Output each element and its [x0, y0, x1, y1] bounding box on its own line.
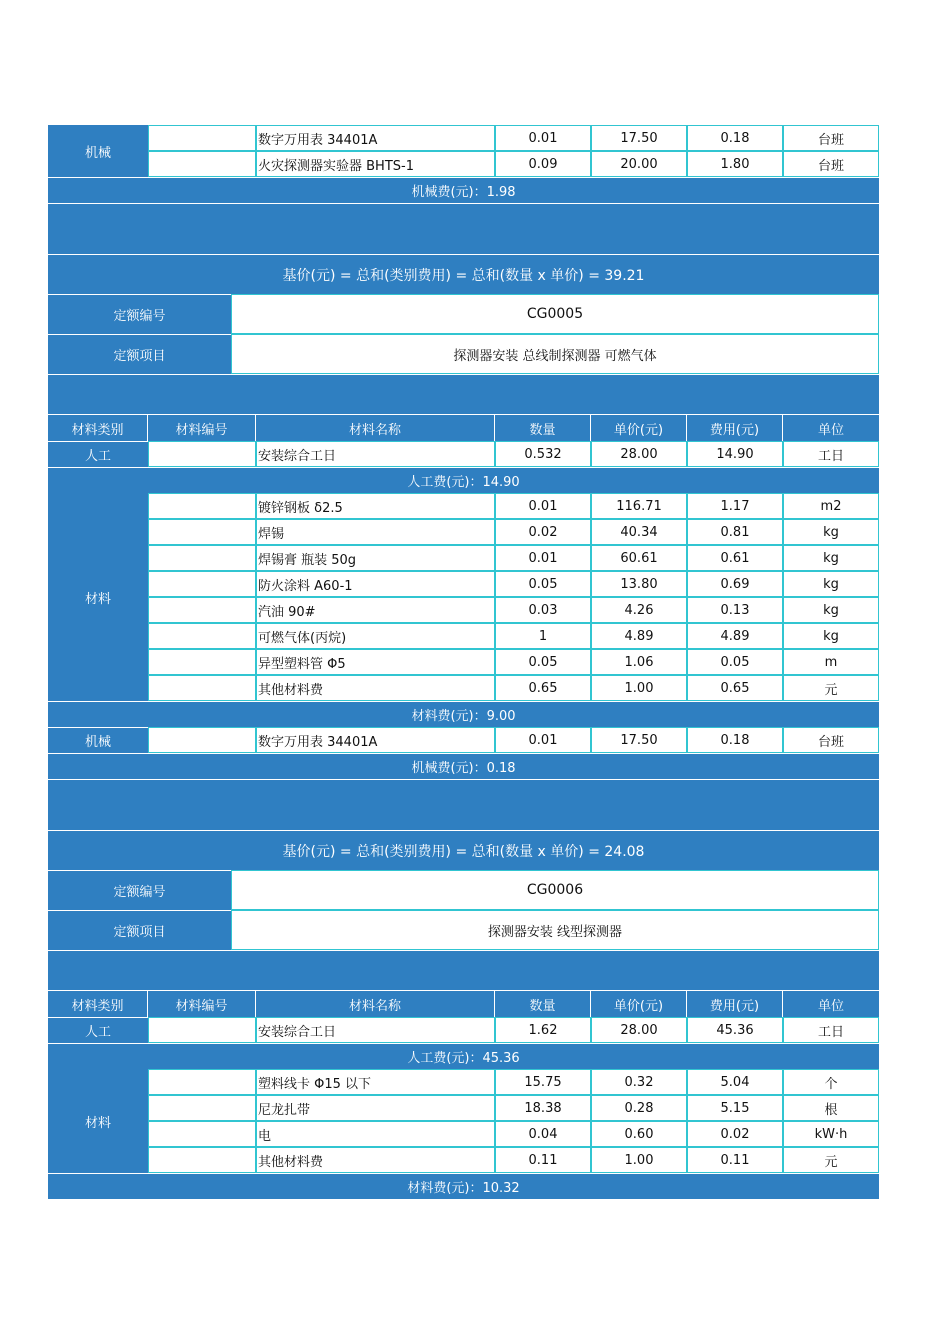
cell-unit: 工日	[783, 441, 879, 467]
table-row	[148, 675, 879, 701]
labor-subtotal: 人工费(元)：45.36	[48, 1043, 879, 1069]
cell-code	[148, 151, 256, 177]
cell-qty: 0.02	[495, 519, 591, 545]
material-rows	[148, 1069, 879, 1173]
cell-cost: 0.02	[687, 1121, 783, 1147]
cell-price: 4.89	[591, 623, 687, 649]
machine-row	[48, 727, 879, 753]
cell-code	[148, 649, 256, 675]
column-header: 费用(元)	[687, 415, 783, 441]
cell-price: 17.50	[591, 727, 687, 753]
cell-cost: 14.90	[687, 441, 783, 467]
column-header: 单价(元)	[591, 991, 687, 1017]
cell-unit: kg	[783, 545, 879, 571]
cell-price: 60.61	[591, 545, 687, 571]
cell-qty: 1	[495, 623, 591, 649]
quota-item-row	[48, 334, 879, 374]
cell-price: 40.34	[591, 519, 687, 545]
column-header: 单位	[783, 991, 879, 1017]
cell-name: 火灾探测器实验器 BHTS-1	[256, 151, 495, 177]
material-group	[48, 493, 879, 701]
table-row	[148, 1147, 879, 1173]
cell-price: 116.71	[591, 493, 687, 519]
cell-unit: m2	[783, 493, 879, 519]
machine-rows	[148, 125, 879, 177]
table-row	[148, 545, 879, 571]
cell-unit: 元	[783, 675, 879, 701]
cell-qty: 0.04	[495, 1121, 591, 1147]
cell-name: 异型塑料管 Φ5	[256, 649, 495, 675]
cell-code	[148, 441, 256, 467]
material-subtotal: 材料费(元)：10.32	[48, 1173, 879, 1199]
cell-unit: kg	[783, 597, 879, 623]
cell-cost: 45.36	[687, 1017, 783, 1043]
block-spacer	[48, 950, 879, 990]
cell-price: 0.60	[591, 1121, 687, 1147]
cell-code	[148, 727, 256, 753]
block-spacer	[48, 779, 879, 830]
cell-cost: 0.81	[687, 519, 783, 545]
cell-qty: 0.532	[495, 441, 591, 467]
cell-price: 28.00	[591, 441, 687, 467]
cell-code	[148, 1095, 256, 1121]
table-row	[148, 519, 879, 545]
table-row	[148, 1121, 879, 1147]
cell-name: 数字万用表 34401A	[256, 727, 495, 753]
cell-code	[148, 571, 256, 597]
table-row	[148, 649, 879, 675]
cell-cost: 0.18	[687, 727, 783, 753]
category-cell: 机械	[48, 727, 148, 753]
cell-cost: 0.65	[687, 675, 783, 701]
cell-unit: 台班	[783, 151, 879, 177]
table-row	[148, 597, 879, 623]
cell-name: 防火涂料 A60-1	[256, 571, 495, 597]
cell-unit: kg	[783, 623, 879, 649]
quota-number-value: CG0005	[231, 294, 879, 334]
column-header: 材料编号	[148, 415, 256, 441]
cell-code	[148, 1017, 256, 1043]
cell-unit: 台班	[783, 125, 879, 151]
quota-number-value: CG0006	[231, 870, 879, 910]
quota-item-value: 探测器安装 线型探测器	[231, 910, 879, 950]
cell-unit: kW·h	[783, 1121, 879, 1147]
quota-item-label: 定额项目	[48, 910, 231, 950]
table-row	[148, 1095, 879, 1121]
cell-price: 1.00	[591, 1147, 687, 1173]
quota-number-label: 定额编号	[48, 870, 231, 910]
cell-price: 1.06	[591, 649, 687, 675]
table-row	[148, 151, 879, 177]
cell-code	[148, 597, 256, 623]
cell-code	[148, 1069, 256, 1095]
cell-name: 安装综合工日	[256, 441, 495, 467]
cell-name: 电	[256, 1121, 495, 1147]
cell-qty: 15.75	[495, 1069, 591, 1095]
cell-unit: 元	[783, 1147, 879, 1173]
category-cell: 人工	[48, 441, 148, 467]
table-header	[48, 414, 879, 441]
cell-qty: 0.09	[495, 151, 591, 177]
category-cell: 人工	[48, 1017, 148, 1043]
cell-price: 28.00	[591, 1017, 687, 1043]
table-row	[148, 493, 879, 519]
cell-name: 安装综合工日	[256, 1017, 495, 1043]
cell-qty: 1.62	[495, 1017, 591, 1043]
cell-unit: 台班	[783, 727, 879, 753]
cell-code	[148, 493, 256, 519]
quota-number-row	[48, 870, 879, 910]
machine-subtotal: 机械费(元)：0.18	[48, 753, 879, 779]
column-header: 材料名称	[256, 991, 495, 1017]
cell-cost: 0.69	[687, 571, 783, 597]
cell-name: 汽油 90#	[256, 597, 495, 623]
cell-price: 0.28	[591, 1095, 687, 1121]
table-row	[148, 125, 879, 151]
cell-qty: 0.01	[495, 545, 591, 571]
machine-group	[48, 125, 879, 177]
column-header: 材料名称	[256, 415, 495, 441]
cell-code	[148, 1147, 256, 1173]
cell-qty: 0.01	[495, 727, 591, 753]
quota-item-value: 探测器安装 总线制探测器 可燃气体	[231, 334, 879, 374]
cell-qty: 0.65	[495, 675, 591, 701]
cell-price: 17.50	[591, 125, 687, 151]
machine-subtotal: 机械费(元)：1.98	[48, 177, 879, 203]
cell-qty: 0.01	[495, 125, 591, 151]
cell-code	[148, 623, 256, 649]
labor-subtotal: 人工费(元)：14.90	[48, 467, 879, 493]
cell-name: 焊锡	[256, 519, 495, 545]
base-price-formula: 基价(元) = 总和(类别费用) = 总和(数量 x 单价) = 24.08	[48, 830, 879, 870]
table-row	[148, 1069, 879, 1095]
quota-number-label: 定额编号	[48, 294, 231, 334]
cell-price: 4.26	[591, 597, 687, 623]
column-header: 数量	[495, 415, 591, 441]
cell-code	[148, 675, 256, 701]
cell-unit: 个	[783, 1069, 879, 1095]
column-header: 数量	[495, 991, 591, 1017]
cell-name: 镀锌钢板 δ2.5	[256, 493, 495, 519]
cell-qty: 0.11	[495, 1147, 591, 1173]
category-cell: 材料	[48, 493, 148, 701]
cell-code	[148, 125, 256, 151]
cell-name: 焊锡膏 瓶装 50g	[256, 545, 495, 571]
column-header: 材料类别	[48, 415, 148, 441]
cell-name: 尼龙扎带	[256, 1095, 495, 1121]
cell-code	[148, 545, 256, 571]
cell-qty: 0.05	[495, 649, 591, 675]
column-header: 单位	[783, 415, 879, 441]
column-header: 单价(元)	[591, 415, 687, 441]
quota-item-label: 定额项目	[48, 334, 231, 374]
category-cell: 材料	[48, 1069, 148, 1173]
column-header: 材料编号	[148, 991, 256, 1017]
base-price-formula: 基价(元) = 总和(类别费用) = 总和(数量 x 单价) = 39.21	[48, 254, 879, 294]
material-group	[48, 1069, 879, 1173]
quota-sheet	[48, 125, 879, 1199]
cell-code	[148, 519, 256, 545]
cell-code	[148, 1121, 256, 1147]
cell-qty: 18.38	[495, 1095, 591, 1121]
labor-row	[48, 1017, 879, 1043]
cell-unit: m	[783, 649, 879, 675]
cell-qty: 0.01	[495, 493, 591, 519]
cell-cost: 0.18	[687, 125, 783, 151]
cell-cost: 0.05	[687, 649, 783, 675]
cell-cost: 5.04	[687, 1069, 783, 1095]
block-spacer	[48, 374, 879, 414]
cell-price: 13.80	[591, 571, 687, 597]
cell-cost: 0.11	[687, 1147, 783, 1173]
cell-price: 1.00	[591, 675, 687, 701]
cell-unit: 工日	[783, 1017, 879, 1043]
cell-cost: 5.15	[687, 1095, 783, 1121]
cell-price: 0.32	[591, 1069, 687, 1095]
cell-unit: kg	[783, 571, 879, 597]
cell-cost: 1.80	[687, 151, 783, 177]
cell-name: 塑料线卡 Φ15 以下	[256, 1069, 495, 1095]
cell-cost: 0.61	[687, 545, 783, 571]
category-cell: 机械	[48, 125, 148, 177]
block-spacer	[48, 203, 879, 254]
cell-unit: kg	[783, 519, 879, 545]
cell-cost: 4.89	[687, 623, 783, 649]
labor-row	[48, 441, 879, 467]
quota-item-row	[48, 910, 879, 950]
cell-name: 数字万用表 34401A	[256, 125, 495, 151]
cell-name: 其他材料费	[256, 1147, 495, 1173]
cell-name: 其他材料费	[256, 675, 495, 701]
material-subtotal: 材料费(元)：9.00	[48, 701, 879, 727]
cell-price: 20.00	[591, 151, 687, 177]
column-header: 费用(元)	[687, 991, 783, 1017]
cell-qty: 0.05	[495, 571, 591, 597]
table-header	[48, 990, 879, 1017]
cell-qty: 0.03	[495, 597, 591, 623]
table-row	[148, 571, 879, 597]
cell-unit: 根	[783, 1095, 879, 1121]
quota-number-row	[48, 294, 879, 334]
material-rows	[148, 493, 879, 701]
table-row	[148, 623, 879, 649]
cell-cost: 1.17	[687, 493, 783, 519]
cell-name: 可燃气体(丙烷)	[256, 623, 495, 649]
column-header: 材料类别	[48, 991, 148, 1017]
cell-cost: 0.13	[687, 597, 783, 623]
